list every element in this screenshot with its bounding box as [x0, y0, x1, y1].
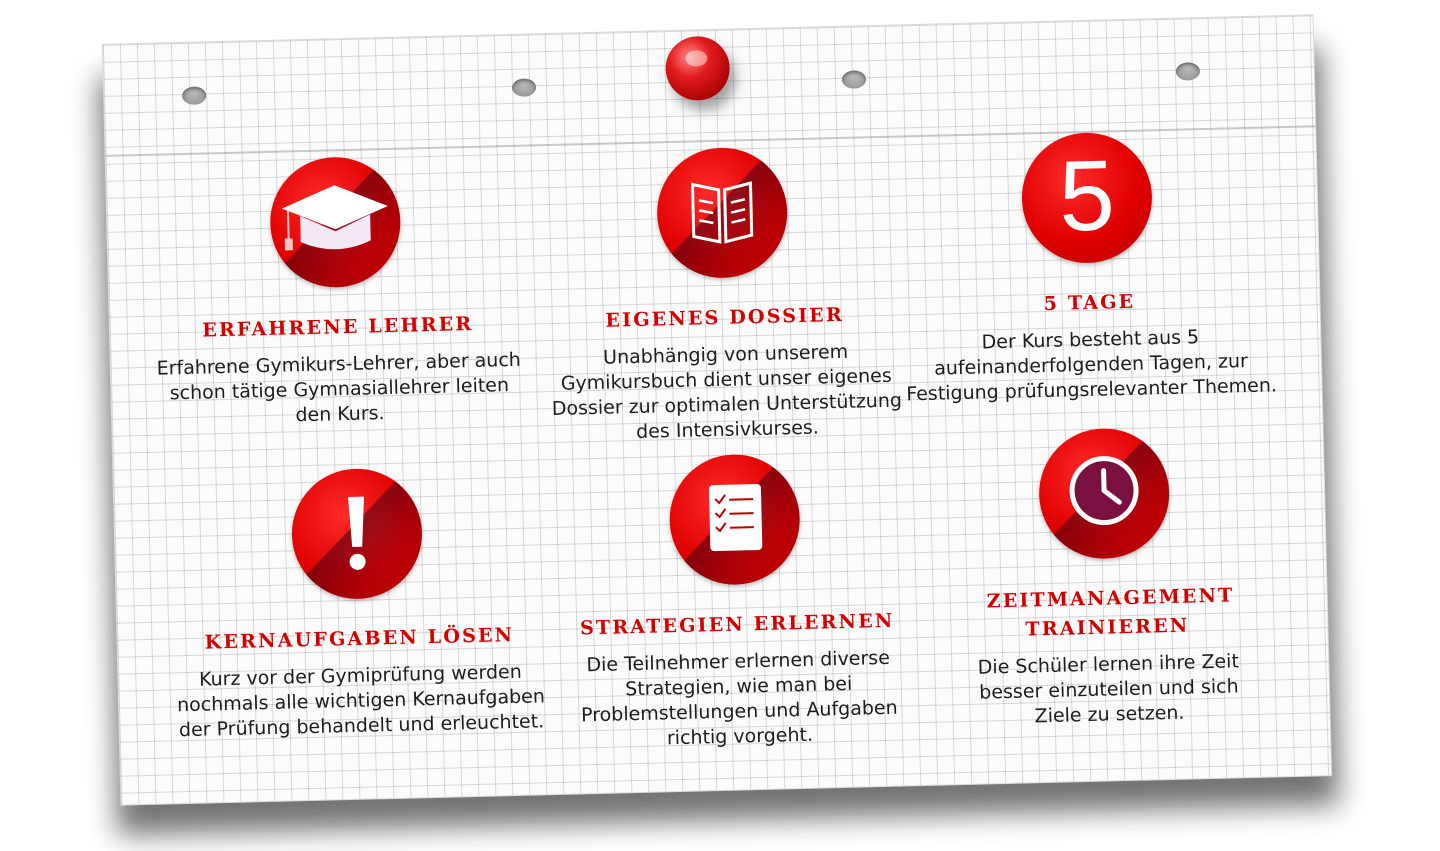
- feature-title: 5 TAGE: [1043, 290, 1136, 315]
- feature-zeitmanagement-trainieren: [913, 424, 1300, 732]
- push-pin-icon: [665, 36, 731, 102]
- feature-kernaufgaben-loesen: [165, 464, 551, 743]
- feature-text: Kurz vor der Gymiprüfung werden nochmals alle wichtigen Kernaufgaben der Prüfung behandelt und erleuchtet.: [176, 660, 546, 742]
- feature-text: Die Teilnehmer erlernen diverse Strategien, wie man bei Problemstellungen und Aufgaben richtig vorgeht.: [580, 646, 898, 750]
- exclamation-icon: [290, 467, 423, 600]
- book-icon: [656, 146, 789, 279]
- feature-title: EIGENES DOSSIER: [605, 303, 845, 332]
- punch-hole: [182, 86, 206, 105]
- feature-erfahrene-lehrer: [144, 153, 530, 432]
- number-five-icon: [1020, 131, 1153, 264]
- feature-title: ZEITMANAGEMENT TRAINIEREN: [986, 584, 1235, 641]
- graduation-cap-icon: [269, 156, 402, 289]
- feature-title: ERFAHRENE LEHRER: [202, 312, 474, 342]
- feature-strategien-erlernen: [543, 450, 930, 754]
- punch-hole: [512, 78, 536, 97]
- feature-text: Erfahrene Gymikurs-Lehrer, aber auch schon tätige Gymnasiallehrer leiten den Kurs.: [156, 348, 522, 427]
- badge-number: 5: [1057, 139, 1117, 253]
- punch-hole: [1176, 62, 1200, 81]
- feature-text: Unabhängig von unserem Gymikursbuch dient unser eigenes Dossier zur optimalen Unterstützung des Intensivkurses.: [551, 340, 903, 443]
- grid-paper-card: [103, 15, 1331, 804]
- checklist-icon: [668, 453, 801, 586]
- feature-5-tage: [895, 128, 1281, 407]
- feature-eigenes-dossier: [531, 143, 918, 447]
- punch-hole: [842, 70, 866, 89]
- feature-title: STRATEGIEN ERLERNEN: [579, 609, 895, 640]
- feature-text: Der Kurs besteht aus 5 aufeinanderfolgenden Tagen, zur Festigung prüfungsrelevanter Themen.: [906, 326, 1278, 406]
- clock-icon: [1038, 427, 1171, 560]
- feature-text: Die Schüler lernen ihre Zeit besser einzuteilen und sich Ziele zu setzen.: [977, 650, 1240, 728]
- feature-title: KERNAUFGABEN LÖSEN: [204, 624, 515, 654]
